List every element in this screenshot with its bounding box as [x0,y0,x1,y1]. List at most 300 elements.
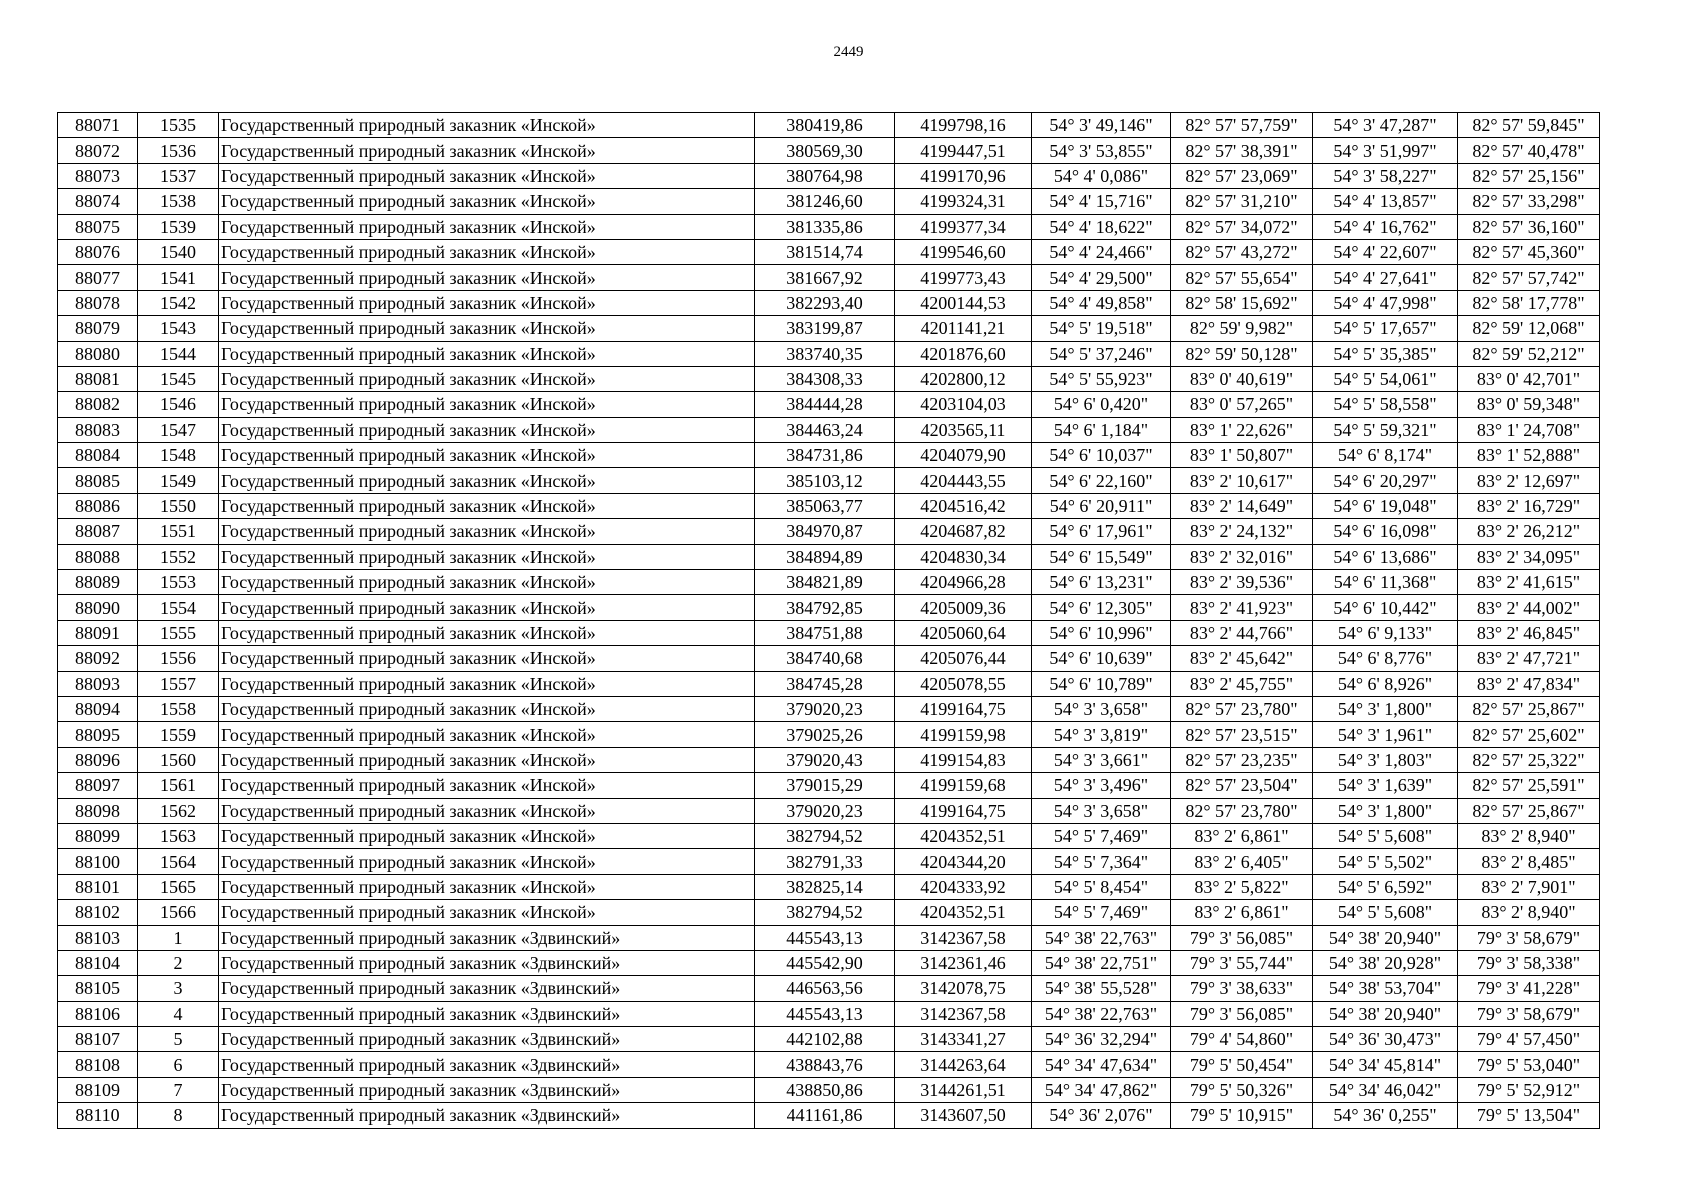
reserve-name-cell: Государственный природный заказник «Инской» [219,900,755,925]
point-number-cell: 1 [138,925,219,950]
reserve-name-cell: Государственный природный заказник «Инской» [219,366,755,391]
coord-x-cell: 383740,35 [755,341,895,366]
latitude-1-cell: 54° 5' 37,246" [1032,341,1171,366]
longitude-2-cell: 82° 57' 57,742" [1458,265,1600,290]
reserve-name-cell: Государственный природный заказник «Инской» [219,239,755,264]
latitude-2-cell: 54° 5' 5,608" [1313,900,1458,925]
coord-x-cell: 382825,14 [755,874,895,899]
point-number-cell: 8 [138,1103,219,1128]
record-id-cell: 88077 [58,265,138,290]
table-row [58,900,1600,925]
latitude-2-cell: 54° 38' 53,704" [1313,976,1458,1001]
coord-y-cell: 3142367,58 [895,925,1032,950]
point-number-cell: 1565 [138,874,219,899]
record-id-cell: 88083 [58,417,138,442]
point-number-cell: 1555 [138,620,219,645]
table-row [58,265,1600,290]
longitude-1-cell: 83° 2' 6,405" [1171,849,1313,874]
latitude-1-cell: 54° 6' 10,789" [1032,671,1171,696]
longitude-2-cell: 83° 1' 24,708" [1458,417,1600,442]
record-id-cell: 88076 [58,239,138,264]
longitude-2-cell: 83° 2' 44,002" [1458,595,1600,620]
latitude-1-cell: 54° 5' 55,923" [1032,366,1171,391]
latitude-1-cell: 54° 6' 10,037" [1032,443,1171,468]
coord-y-cell: 3143607,50 [895,1103,1032,1128]
record-id-cell: 88091 [58,620,138,645]
table-row [58,620,1600,645]
reserve-name-cell: Государственный природный заказник «Инской» [219,265,755,290]
latitude-2-cell: 54° 3' 1,800" [1313,696,1458,721]
longitude-1-cell: 79° 5' 10,915" [1171,1103,1313,1128]
point-number-cell: 1551 [138,519,219,544]
point-number-cell: 1543 [138,316,219,341]
coord-y-cell: 4204344,20 [895,849,1032,874]
point-number-cell: 1563 [138,823,219,848]
latitude-1-cell: 54° 34' 47,634" [1032,1052,1171,1077]
longitude-1-cell: 82° 57' 43,272" [1171,239,1313,264]
longitude-1-cell: 83° 2' 24,132" [1171,519,1313,544]
point-number-cell: 1560 [138,747,219,772]
table-row [58,1103,1600,1128]
longitude-2-cell: 82° 57' 25,867" [1458,696,1600,721]
longitude-1-cell: 82° 57' 34,072" [1171,214,1313,239]
coord-x-cell: 379015,29 [755,773,895,798]
record-id-cell: 88100 [58,849,138,874]
coord-y-cell: 3142361,46 [895,950,1032,975]
longitude-1-cell: 83° 0' 40,619" [1171,366,1313,391]
table-row [58,417,1600,442]
point-number-cell: 1549 [138,468,219,493]
longitude-1-cell: 82° 57' 38,391" [1171,138,1313,163]
latitude-1-cell: 54° 3' 3,658" [1032,798,1171,823]
coord-y-cell: 3142078,75 [895,976,1032,1001]
table-row [58,519,1600,544]
longitude-2-cell: 79° 5' 53,040" [1458,1052,1600,1077]
reserve-name-cell: Государственный природный заказник «Инской» [219,874,755,899]
coord-y-cell: 4204443,55 [895,468,1032,493]
table-row [58,239,1600,264]
table-row [58,290,1600,315]
latitude-1-cell: 54° 3' 53,855" [1032,138,1171,163]
table-row [58,1001,1600,1026]
latitude-1-cell: 54° 38' 22,751" [1032,950,1171,975]
point-number-cell: 1535 [138,113,219,138]
latitude-2-cell: 54° 5' 58,558" [1313,392,1458,417]
latitude-1-cell: 54° 6' 20,911" [1032,493,1171,518]
table-row [58,874,1600,899]
latitude-1-cell: 54° 4' 15,716" [1032,189,1171,214]
table-row [58,443,1600,468]
coord-x-cell: 380569,30 [755,138,895,163]
longitude-1-cell: 83° 2' 14,649" [1171,493,1313,518]
latitude-1-cell: 54° 36' 32,294" [1032,1027,1171,1052]
longitude-2-cell: 82° 57' 45,360" [1458,239,1600,264]
coord-y-cell: 4204352,51 [895,823,1032,848]
record-id-cell: 88072 [58,138,138,163]
latitude-1-cell: 54° 4' 0,086" [1032,163,1171,188]
record-id-cell: 88087 [58,519,138,544]
point-number-cell: 1552 [138,544,219,569]
record-id-cell: 88104 [58,950,138,975]
reserve-name-cell: Государственный природный заказник «Инской» [219,519,755,544]
longitude-2-cell: 82° 57' 25,322" [1458,747,1600,772]
longitude-2-cell: 79° 3' 58,679" [1458,925,1600,950]
record-id-cell: 88101 [58,874,138,899]
reserve-name-cell: Государственный природный заказник «Инской» [219,595,755,620]
coord-x-cell: 384444,28 [755,392,895,417]
record-id-cell: 88098 [58,798,138,823]
latitude-1-cell: 54° 4' 49,858" [1032,290,1171,315]
record-id-cell: 88093 [58,671,138,696]
coord-x-cell: 382791,33 [755,849,895,874]
coord-x-cell: 384970,87 [755,519,895,544]
coord-y-cell: 3144261,51 [895,1077,1032,1102]
longitude-2-cell: 82° 58' 17,778" [1458,290,1600,315]
record-id-cell: 88106 [58,1001,138,1026]
coord-x-cell: 442102,88 [755,1027,895,1052]
table-row [58,925,1600,950]
latitude-2-cell: 54° 4' 22,607" [1313,239,1458,264]
longitude-1-cell: 83° 2' 32,016" [1171,544,1313,569]
longitude-2-cell: 83° 2' 47,834" [1458,671,1600,696]
coord-y-cell: 4204352,51 [895,900,1032,925]
coord-x-cell: 381335,86 [755,214,895,239]
table-row [58,366,1600,391]
longitude-2-cell: 83° 2' 12,697" [1458,468,1600,493]
latitude-2-cell: 54° 6' 8,926" [1313,671,1458,696]
point-number-cell: 6 [138,1052,219,1077]
longitude-1-cell: 79° 4' 54,860" [1171,1027,1313,1052]
latitude-2-cell: 54° 5' 6,592" [1313,874,1458,899]
coord-y-cell: 4205009,36 [895,595,1032,620]
longitude-1-cell: 83° 1' 22,626" [1171,417,1313,442]
point-number-cell: 1547 [138,417,219,442]
coord-y-cell: 4199324,31 [895,189,1032,214]
reserve-name-cell: Государственный природный заказник «Инской» [219,620,755,645]
latitude-2-cell: 54° 3' 1,803" [1313,747,1458,772]
longitude-1-cell: 82° 57' 23,504" [1171,773,1313,798]
record-id-cell: 88088 [58,544,138,569]
reserve-name-cell: Государственный природный заказник «Инской» [219,823,755,848]
coord-y-cell: 4203104,03 [895,392,1032,417]
longitude-2-cell: 82° 57' 25,591" [1458,773,1600,798]
reserve-name-cell: Государственный природный заказник «Инской» [219,189,755,214]
reserve-name-cell: Государственный природный заказник «Инской» [219,113,755,138]
longitude-2-cell: 83° 2' 8,485" [1458,849,1600,874]
record-id-cell: 88078 [58,290,138,315]
longitude-2-cell: 82° 57' 33,298" [1458,189,1600,214]
latitude-2-cell: 54° 3' 1,800" [1313,798,1458,823]
longitude-2-cell: 79° 3' 58,679" [1458,1001,1600,1026]
latitude-1-cell: 54° 38' 55,528" [1032,976,1171,1001]
latitude-1-cell: 54° 6' 22,160" [1032,468,1171,493]
reserve-name-cell: Государственный природный заказник «Инской» [219,671,755,696]
longitude-2-cell: 82° 59' 52,212" [1458,341,1600,366]
longitude-2-cell: 82° 57' 25,602" [1458,722,1600,747]
latitude-1-cell: 54° 36' 2,076" [1032,1103,1171,1128]
longitude-1-cell: 83° 2' 44,766" [1171,620,1313,645]
coord-x-cell: 445543,13 [755,1001,895,1026]
table-row [58,544,1600,569]
coord-x-cell: 381514,74 [755,239,895,264]
longitude-1-cell: 82° 59' 50,128" [1171,341,1313,366]
reserve-name-cell: Государственный природный заказник «Инской» [219,316,755,341]
latitude-1-cell: 54° 3' 3,496" [1032,773,1171,798]
latitude-1-cell: 54° 3' 49,146" [1032,113,1171,138]
coord-x-cell: 379020,23 [755,696,895,721]
record-id-cell: 88089 [58,570,138,595]
coord-x-cell: 384751,88 [755,620,895,645]
coord-y-cell: 4204333,92 [895,874,1032,899]
coord-y-cell: 4199798,16 [895,113,1032,138]
reserve-name-cell: Государственный природный заказник «Здвинский» [219,1027,755,1052]
reserve-name-cell: Государственный природный заказник «Инской» [219,341,755,366]
longitude-1-cell: 83° 2' 5,822" [1171,874,1313,899]
longitude-2-cell: 82° 57' 25,156" [1458,163,1600,188]
point-number-cell: 1542 [138,290,219,315]
record-id-cell: 88095 [58,722,138,747]
latitude-1-cell: 54° 5' 7,469" [1032,900,1171,925]
coord-x-cell: 380764,98 [755,163,895,188]
point-number-cell: 7 [138,1077,219,1102]
table-row [58,113,1600,138]
longitude-2-cell: 82° 57' 25,867" [1458,798,1600,823]
record-id-cell: 88074 [58,189,138,214]
table-row [58,1077,1600,1102]
coord-y-cell: 4199164,75 [895,696,1032,721]
table-row [58,1027,1600,1052]
table-row [58,341,1600,366]
point-number-cell: 1556 [138,646,219,671]
longitude-2-cell: 79° 5' 52,912" [1458,1077,1600,1102]
latitude-2-cell: 54° 6' 8,174" [1313,443,1458,468]
longitude-1-cell: 83° 0' 57,265" [1171,392,1313,417]
coord-x-cell: 379025,26 [755,722,895,747]
record-id-cell: 88080 [58,341,138,366]
point-number-cell: 5 [138,1027,219,1052]
record-id-cell: 88084 [58,443,138,468]
latitude-2-cell: 54° 5' 54,061" [1313,366,1458,391]
record-id-cell: 88105 [58,976,138,1001]
reserve-name-cell: Государственный природный заказник «Инской» [219,493,755,518]
longitude-1-cell: 79° 5' 50,454" [1171,1052,1313,1077]
latitude-1-cell: 54° 6' 10,996" [1032,620,1171,645]
reserve-name-cell: Государственный природный заказник «Здвинский» [219,976,755,1001]
longitude-2-cell: 79° 3' 41,228" [1458,976,1600,1001]
latitude-2-cell: 54° 5' 59,321" [1313,417,1458,442]
coord-x-cell: 438843,76 [755,1052,895,1077]
longitude-2-cell: 82° 59' 12,068" [1458,316,1600,341]
reserve-name-cell: Государственный природный заказник «Здвинский» [219,950,755,975]
record-id-cell: 88075 [58,214,138,239]
record-id-cell: 88099 [58,823,138,848]
coord-x-cell: 438850,86 [755,1077,895,1102]
reserve-name-cell: Государственный природный заказник «Инской» [219,570,755,595]
record-id-cell: 88086 [58,493,138,518]
latitude-2-cell: 54° 38' 20,940" [1313,1001,1458,1026]
coord-y-cell: 4200144,53 [895,290,1032,315]
longitude-1-cell: 83° 2' 45,755" [1171,671,1313,696]
coord-y-cell: 3142367,58 [895,1001,1032,1026]
coord-x-cell: 384308,33 [755,366,895,391]
record-id-cell: 88108 [58,1052,138,1077]
latitude-2-cell: 54° 3' 47,287" [1313,113,1458,138]
coord-x-cell: 379020,23 [755,798,895,823]
table-row [58,214,1600,239]
coord-y-cell: 3143341,27 [895,1027,1032,1052]
latitude-2-cell: 54° 5' 35,385" [1313,341,1458,366]
latitude-2-cell: 54° 6' 20,297" [1313,468,1458,493]
latitude-1-cell: 54° 6' 10,639" [1032,646,1171,671]
table-row [58,823,1600,848]
latitude-1-cell: 54° 3' 3,661" [1032,747,1171,772]
latitude-1-cell: 54° 5' 8,454" [1032,874,1171,899]
reserve-name-cell: Государственный природный заказник «Инской» [219,722,755,747]
point-number-cell: 3 [138,976,219,1001]
reserve-name-cell: Государственный природный заказник «Здвинский» [219,1103,755,1128]
coord-x-cell: 384821,89 [755,570,895,595]
coord-x-cell: 382293,40 [755,290,895,315]
longitude-1-cell: 82° 57' 23,515" [1171,722,1313,747]
table-row [58,671,1600,696]
longitude-2-cell: 83° 2' 46,845" [1458,620,1600,645]
longitude-2-cell: 83° 2' 16,729" [1458,493,1600,518]
point-number-cell: 4 [138,1001,219,1026]
coord-x-cell: 384792,85 [755,595,895,620]
point-number-cell: 1562 [138,798,219,823]
latitude-2-cell: 54° 34' 46,042" [1313,1077,1458,1102]
point-number-cell: 1536 [138,138,219,163]
latitude-2-cell: 54° 4' 27,641" [1313,265,1458,290]
reserve-name-cell: Государственный природный заказник «Инской» [219,417,755,442]
point-number-cell: 1550 [138,493,219,518]
latitude-1-cell: 54° 38' 22,763" [1032,925,1171,950]
longitude-2-cell: 82° 57' 36,160" [1458,214,1600,239]
table-row [58,773,1600,798]
coord-x-cell: 445542,90 [755,950,895,975]
record-id-cell: 88109 [58,1077,138,1102]
record-id-cell: 88092 [58,646,138,671]
longitude-1-cell: 82° 57' 55,654" [1171,265,1313,290]
record-id-cell: 88082 [58,392,138,417]
longitude-2-cell: 83° 2' 41,615" [1458,570,1600,595]
coord-x-cell: 379020,43 [755,747,895,772]
latitude-1-cell: 54° 5' 7,469" [1032,823,1171,848]
latitude-2-cell: 54° 6' 19,048" [1313,493,1458,518]
reserve-name-cell: Государственный природный заказник «Инской» [219,773,755,798]
latitude-1-cell: 54° 4' 29,500" [1032,265,1171,290]
coordinates-table [57,112,1600,1129]
point-number-cell: 1553 [138,570,219,595]
coord-x-cell: 382794,52 [755,823,895,848]
longitude-1-cell: 82° 59' 9,982" [1171,316,1313,341]
latitude-1-cell: 54° 3' 3,658" [1032,696,1171,721]
table-row [58,595,1600,620]
latitude-2-cell: 54° 4' 13,857" [1313,189,1458,214]
table-row [58,316,1600,341]
latitude-2-cell: 54° 36' 30,473" [1313,1027,1458,1052]
coord-x-cell: 384731,86 [755,443,895,468]
record-id-cell: 88107 [58,1027,138,1052]
coord-y-cell: 4205078,55 [895,671,1032,696]
coord-x-cell: 385103,12 [755,468,895,493]
record-id-cell: 88110 [58,1103,138,1128]
coord-y-cell: 4199159,98 [895,722,1032,747]
table-row [58,1052,1600,1077]
longitude-1-cell: 82° 57' 23,235" [1171,747,1313,772]
longitude-1-cell: 82° 57' 23,780" [1171,798,1313,823]
longitude-1-cell: 83° 2' 41,923" [1171,595,1313,620]
page-number: 2449 [833,44,864,60]
record-id-cell: 88103 [58,925,138,950]
latitude-2-cell: 54° 6' 8,776" [1313,646,1458,671]
record-id-cell: 88073 [58,163,138,188]
longitude-1-cell: 82° 57' 57,759" [1171,113,1313,138]
coord-y-cell: 4199154,83 [895,747,1032,772]
latitude-2-cell: 54° 5' 5,502" [1313,849,1458,874]
point-number-cell: 1557 [138,671,219,696]
table-row [58,849,1600,874]
longitude-1-cell: 83° 2' 39,536" [1171,570,1313,595]
longitude-2-cell: 83° 2' 8,940" [1458,823,1600,848]
longitude-2-cell: 83° 1' 52,888" [1458,443,1600,468]
latitude-1-cell: 54° 34' 47,862" [1032,1077,1171,1102]
longitude-2-cell: 79° 4' 57,450" [1458,1027,1600,1052]
latitude-1-cell: 54° 6' 12,305" [1032,595,1171,620]
latitude-2-cell: 54° 5' 5,608" [1313,823,1458,848]
longitude-1-cell: 83° 2' 6,861" [1171,823,1313,848]
reserve-name-cell: Государственный природный заказник «Инской» [219,798,755,823]
coord-y-cell: 4204830,34 [895,544,1032,569]
record-id-cell: 88090 [58,595,138,620]
table-row [58,722,1600,747]
reserve-name-cell: Государственный природный заказник «Здвинский» [219,1077,755,1102]
coord-y-cell: 4204516,42 [895,493,1032,518]
longitude-1-cell: 83° 2' 10,617" [1171,468,1313,493]
point-number-cell: 1544 [138,341,219,366]
reserve-name-cell: Государственный природный заказник «Инской» [219,646,755,671]
latitude-1-cell: 54° 6' 17,961" [1032,519,1171,544]
reserve-name-cell: Государственный природный заказник «Инской» [219,290,755,315]
coord-y-cell: 4201876,60 [895,341,1032,366]
coord-y-cell: 4199170,96 [895,163,1032,188]
latitude-1-cell: 54° 4' 24,466" [1032,239,1171,264]
record-id-cell: 88102 [58,900,138,925]
longitude-1-cell: 82° 57' 31,210" [1171,189,1313,214]
longitude-2-cell: 79° 3' 58,338" [1458,950,1600,975]
coord-y-cell: 4199164,75 [895,798,1032,823]
coord-y-cell: 4204966,28 [895,570,1032,595]
latitude-2-cell: 54° 38' 20,940" [1313,925,1458,950]
coord-y-cell: 4199447,51 [895,138,1032,163]
coord-y-cell: 4199159,68 [895,773,1032,798]
coord-x-cell: 382794,52 [755,900,895,925]
point-number-cell: 1546 [138,392,219,417]
coord-x-cell: 384894,89 [755,544,895,569]
latitude-1-cell: 54° 6' 15,549" [1032,544,1171,569]
latitude-2-cell: 54° 6' 9,133" [1313,620,1458,645]
latitude-1-cell: 54° 38' 22,763" [1032,1001,1171,1026]
point-number-cell: 1548 [138,443,219,468]
longitude-2-cell: 83° 2' 7,901" [1458,874,1600,899]
table-row [58,468,1600,493]
reserve-name-cell: Государственный природный заказник «Здвинский» [219,1052,755,1077]
reserve-name-cell: Государственный природный заказник «Инской» [219,163,755,188]
reserve-name-cell: Государственный природный заказник «Инской» [219,392,755,417]
longitude-2-cell: 83° 2' 34,095" [1458,544,1600,569]
latitude-2-cell: 54° 3' 1,639" [1313,773,1458,798]
longitude-2-cell: 82° 57' 59,845" [1458,113,1600,138]
